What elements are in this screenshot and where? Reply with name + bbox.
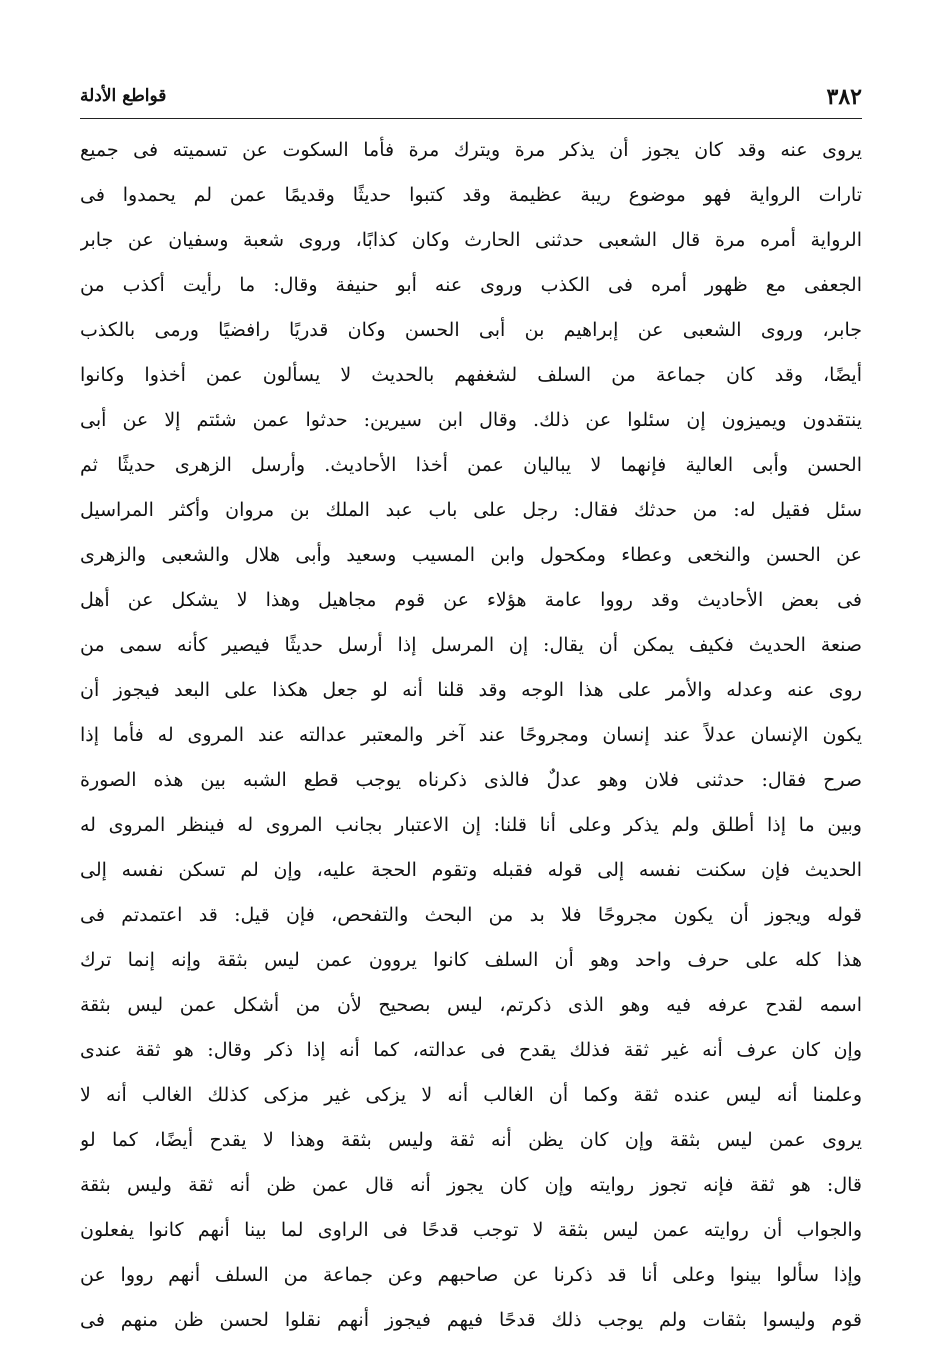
text-line: قوم وليسوا بثقات ولم يوجب ذلك قدحًا فيهم فيجوز أنهم نقلوا لحسن ظن منهم فى [80,1309,862,1331]
page-number: ٣٨٢ [826,84,862,110]
text-line: صرح فقال: حدثنى فلان وهو عدلٌ فالذى ذكرناه يوجب قطع الشبه بين هذه الصورة [80,769,862,791]
text-line: ينتقدون ويميزون إن سئلوا عن ذلك. وقال ابن سيرين: حدثوا عمن شئتم إلا عن أبى [80,409,862,431]
text-line: يروى عمن ليس بثقة وإن كان يظن أنه ثقة وليس بثقة وهذا لا يقدح أيضًا، كما لو [80,1129,862,1151]
text-line: قوله ويجوز أن يكون مجروحًا فلا بد من البحث والتفحص، فإن قيل: قد اعتمدتم فى [80,904,862,926]
text-line: عن الحسن والنخعى وعطاء ومكحول وابن المسيب وسعيد وأبى هلال والشعبى والزهرى [80,544,862,566]
text-line: وعلمنا أنه ليس عنده ثقة وكما أن الغالب أنه لا يزكى غير مزكى كذلك الغالب أنه لا [80,1084,862,1106]
text-line: الحسن وأبى العالية فإنهما لا يباليان عمن أخذا الأحاديث. وأرسل الزهرى حديثًا ثم [80,454,862,476]
text-line: الرواية أمره مرة قال الشعبى حدثنى الحارث وكان كذابًا، وروى شعبة وسفيان عن جابر [80,229,862,251]
text-line: الحديث فإن سكنت نفسه إلى قوله فقبله وتقوم الحجة عليه، وإن لم تسكن نفسه إلى [80,859,862,881]
text-line: فى بعض الأحاديث وقد رووا عامة هؤلاء عن قوم مجاهيل وهذا لا يشكل عن أهل [80,589,862,611]
text-line: الجعفى مع ظهور أمره فى الكذب وروى عنه أبو حنيفة وقال: ما رأيت أكذب من [80,274,862,296]
text-line: وإن كان عرف أنه غير ثقة فذلك يقدح فى عدالته، كما أنه إذا ذكر وقال: هو ثقة عندى [80,1039,862,1061]
text-line: صنعة الحديث فكيف يمكن أن يقال: إن المرسل إذا أرسل حديثًا فيصير كأنه سمى من [80,634,862,656]
running-title: قواطع الأدلة [80,86,167,106]
text-line: قال: هو ثقة فإنه تجوز روايته وإن كان يجوز أنه قال عمن ظن أنه ثقة وليس بثقة [80,1174,862,1196]
text-line: يكون الإنسان عدلاً عند إنسان ومجروحًا عند آخر والمعتبر عدالته عند المروى له فأما إذا [80,724,862,746]
page-body-text [80,128,862,1343]
text-line: روى عنه وعدله والأمر على هذا الوجه وقد قلنا أنه لو جعل هكذا على البعد فيجوز أن [80,679,862,701]
text-line: جابر، وروى الشعبى عن إبراهيم بن أبى الحسن وكان قدريًا رافضيًا ورمى بالكذب [80,319,862,341]
header-divider [80,118,862,119]
text-line: والجواب أن روايته عمن ليس بثقة لا توجب قدحًا فى الراوى لما بينا أنهم كانوا يفعلون [80,1219,862,1241]
text-line: أيضًا، وقد كان جماعة من السلف لشغفهم بالحديث لا يسألون عمن أخذوا وكانوا [80,364,862,386]
text-line: هذا كله على حرف واحد وهو أن السلف كانوا يروون عمن ليس بثقة وإنه إنما ترك [80,949,862,971]
page-header [80,84,862,116]
text-line: تارات الرواية فهو موضوع ريبة عظيمة وقد كتبوا حديثًا وقديمًا عمن لم يحمدوا فى [80,184,862,206]
text-line: اسمه لقدح عرفه فيه وهو الذى ذكرتم، ليس بصحيح لأن من أشكل عمن ليس بثقة [80,994,862,1016]
text-line: وإذا سألوا بينوا وعلى أنا قد ذكرنا عن صاحبهم وعن جماعة من السلف أنهم رووا عن [80,1264,862,1286]
text-line: يروى عنه وقد كان يجوز أن يذكر مرة ويترك مرة فأما السكوت عن تسميته فى جميع [80,139,862,161]
text-line: وبين ما إذا أطلق ولم يذكر وعلى أنا قلنا: إن الاعتبار بجانب المروى له فينظر المروى له [80,814,862,836]
text-line: سئل فقيل له: من حدثك فقال: رجل على باب عبد الملك بن مروان وأكثر المراسيل [80,499,862,521]
